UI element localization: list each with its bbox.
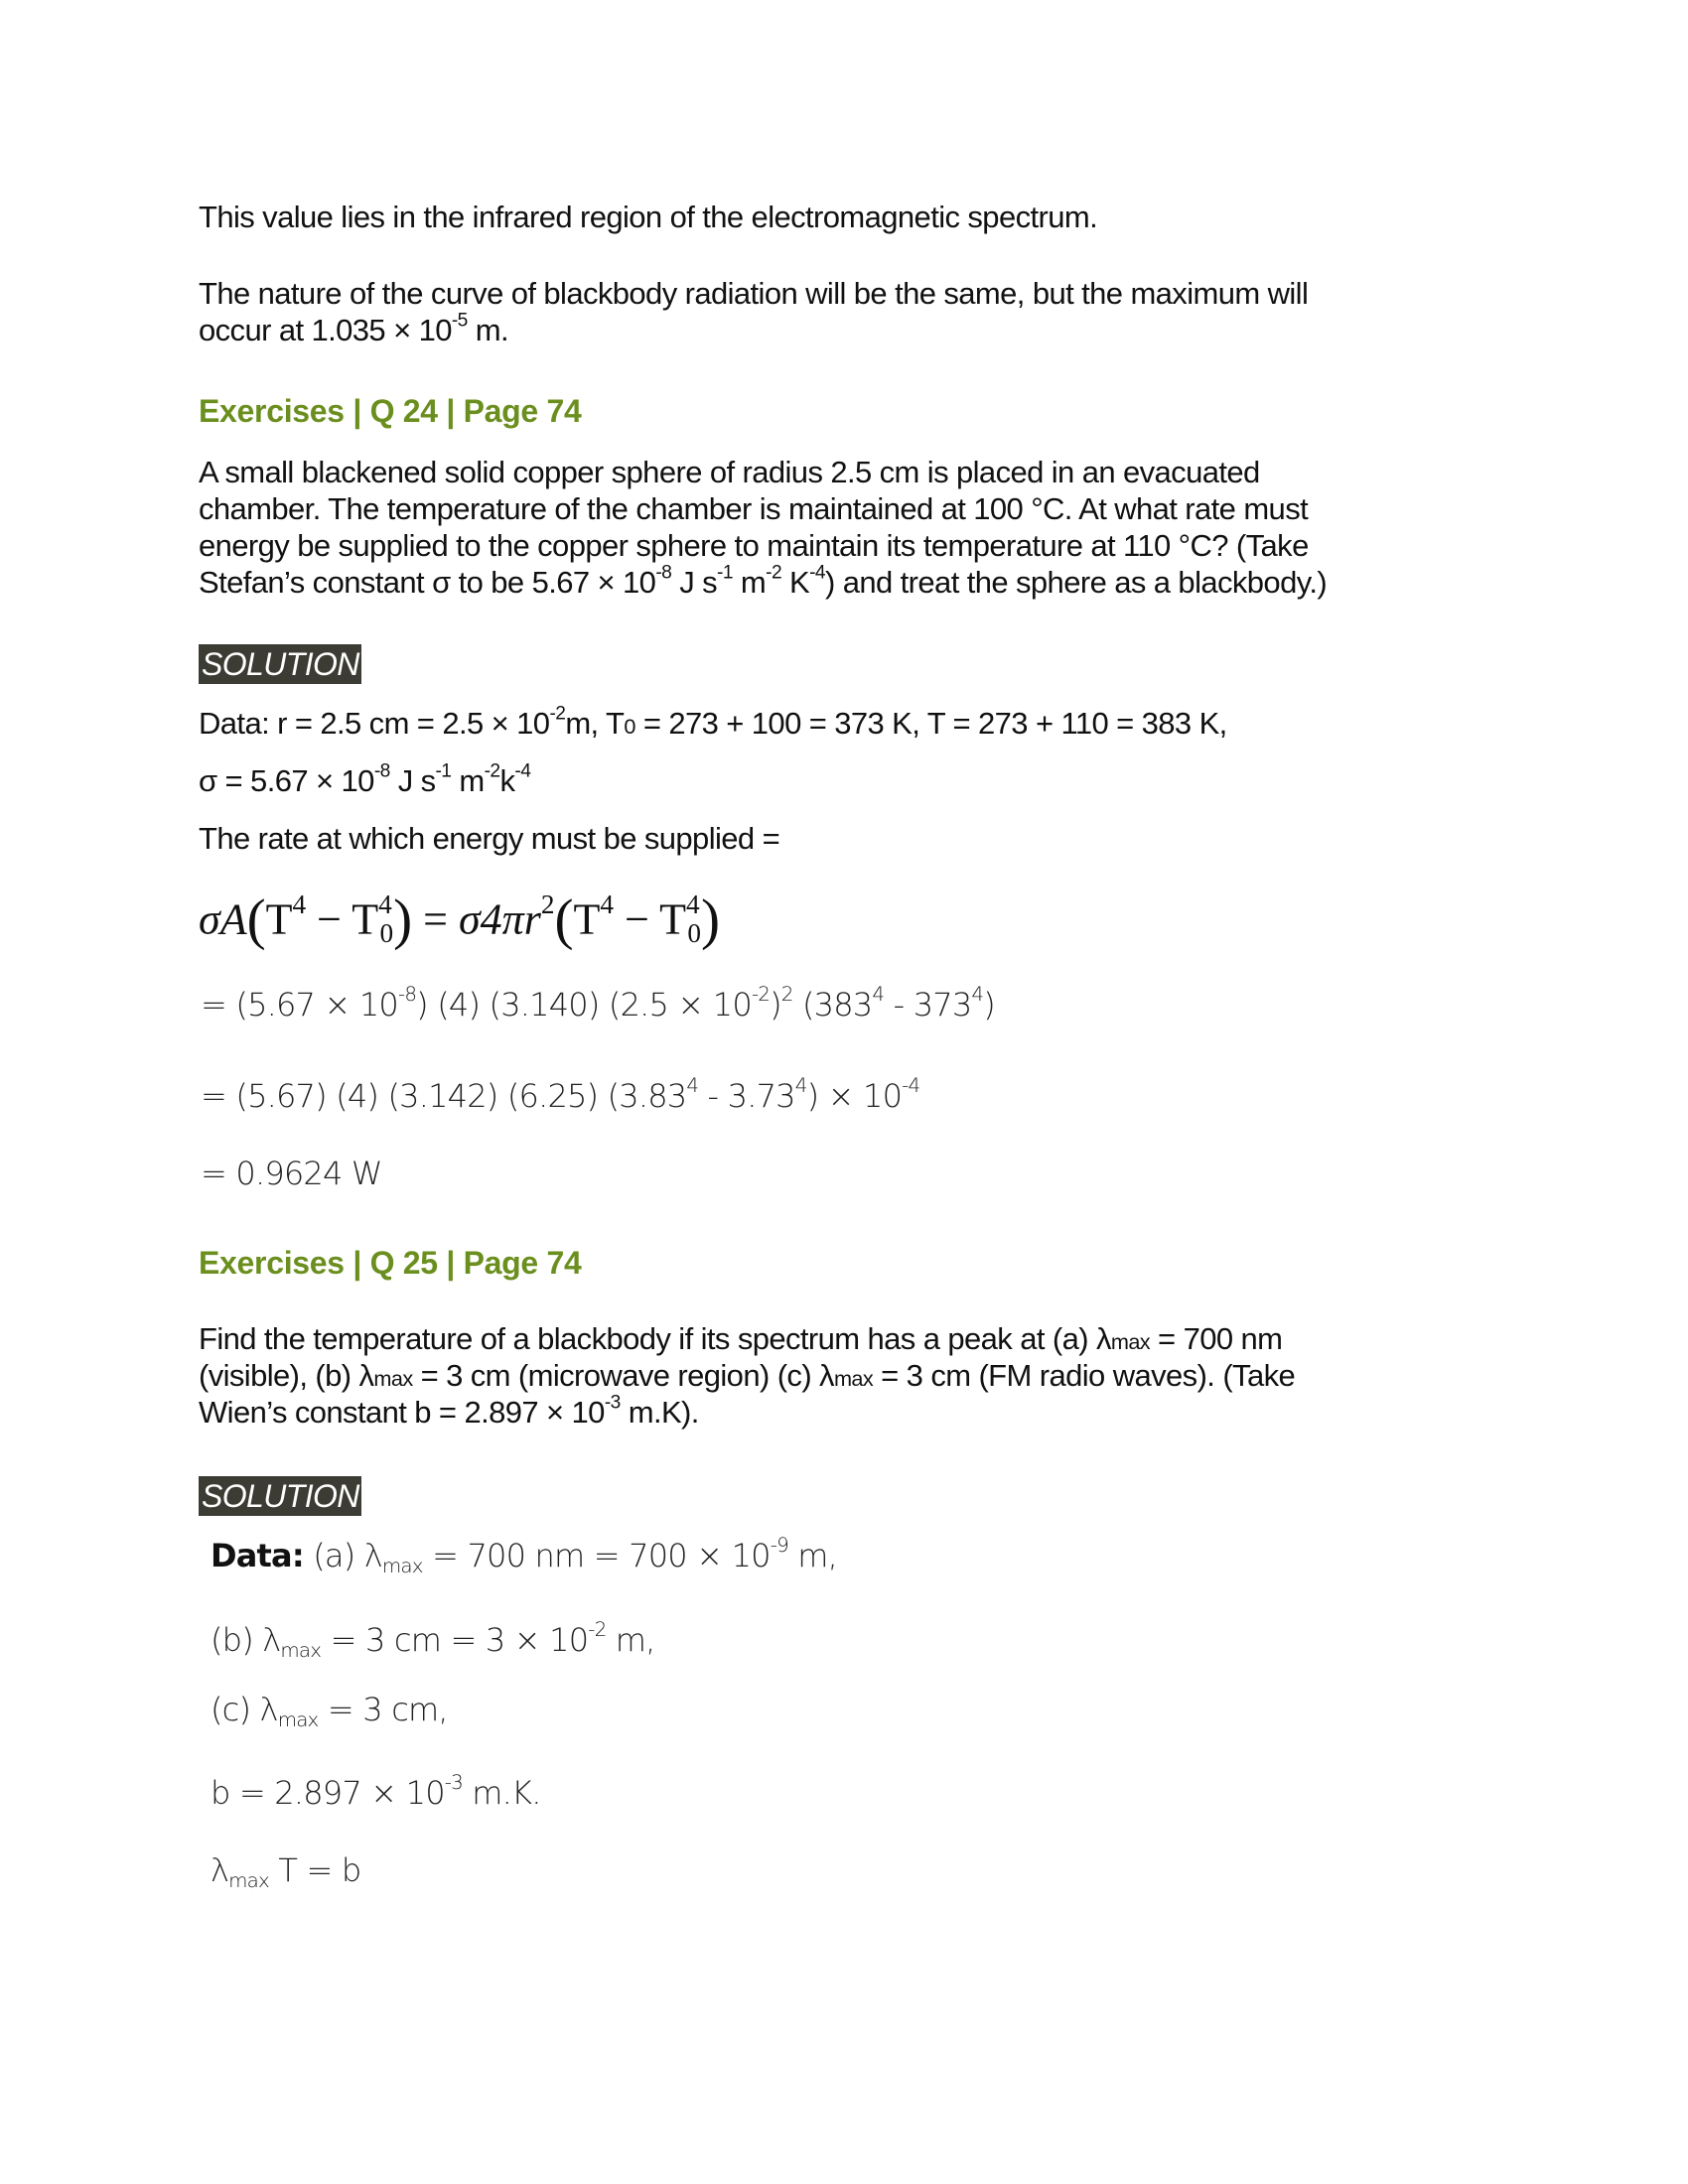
intro-line-2b: occur at $1.035 \times 10^{-5}$ m. xyxy=(199,310,508,347)
q25-question-line-2: (visible), (b) λmax = 3 cm (microwave region) (c) λmax = 3 cm (FM radio waves). (Take xyxy=(199,1358,1296,1393)
q25-wien-constant: $b = 2.897 \times 10^{-3}$ m.K. xyxy=(211,1771,541,1812)
q24-question-line-2: chamber. The temperature of the chamber is maintained at 100 °C. At what rate must xyxy=(199,491,1309,526)
q25-heading: Exercises | Q 25 | Page 74 xyxy=(199,1245,582,1281)
q25-wien-law: $\lambda_{max}$ T = b xyxy=(211,1851,361,1892)
q24-calc-step-1: = $(5.67 \times 10^{-8})$ (4) (3.140) $(2.5 \times 10^{-2})^2$ $(383^4 - 373^4)$ xyxy=(201,983,995,1024)
q24-calc-step-2: = (5.67) (4) (3.142) (6.25) $(3.83^4 - 3.73^4) \times 10^{-4}$ xyxy=(201,1074,920,1115)
q25-solution-badge: SOLUTION xyxy=(199,1476,361,1516)
q24-formula: $\sigma A(T^4 - T^4_0) = \sigma 4\pi r^2(T^4 - T^4_0)$ xyxy=(199,888,721,951)
q24-heading: Exercises | Q 24 | Page 74 xyxy=(199,393,582,429)
q25-data-b: (b) $\lambda_{max} = 3$ cm = $3 \times 10^{-2}$ m, xyxy=(211,1618,655,1662)
q25-data-a: Data: (a) $\lambda_{max} = 700$ nm = $700 \times 10^{-9}$ m, xyxy=(211,1534,838,1577)
q24-question-line-1: A small blackened solid copper sphere of radius 2.5 cm is placed in an evacuated xyxy=(199,455,1260,489)
q24-question-line-3: energy be supplied to the copper sphere to maintain its temperature at 110 °C? (Take xyxy=(199,528,1309,563)
intro-line-1: This value lies in the infrared region of the electromagnetic spectrum. xyxy=(199,200,1098,234)
q25-question-line-1: Find the temperature of a blackbody if its spectrum has a peak at (a) λmax = 700 nm xyxy=(199,1321,1283,1356)
intro-line-2a: The nature of the curve of blackbody radiation will be the same, but the maximum will xyxy=(199,276,1309,311)
q25-data-c: (c) $\lambda_{max} = 3$ cm, xyxy=(211,1691,448,1731)
q24-data-line-1: Data: r = 2.5 cm = $2.5 \times 10^{-2}m$, T0 = 273 + 100 = 373 K, T = 273 + 110 = 383 K, xyxy=(199,703,1227,741)
q24-rate-text: The rate at which energy must be supplied = xyxy=(199,821,780,856)
q24-question-line-4: Stefan’s constant σ to be $5.67 \times 10^{-8}$ J $s^{-1}$ $m^{-2}$ $K^{-4}$) and treat the sphere as a blackbody.) xyxy=(199,562,1328,600)
q24-data-line-2: $\sigma = 5.67 \times 10^{-8}$ J $s^{-1}$ $m^{-2}k^{-4}$ xyxy=(199,760,531,798)
q24-solution-badge: SOLUTION xyxy=(199,644,361,684)
q24-result: = 0.9624 W xyxy=(201,1155,382,1192)
q25-question-line-3: Wien’s constant $b = 2.897 \times 10^{-3}$ m.K). xyxy=(199,1392,699,1430)
